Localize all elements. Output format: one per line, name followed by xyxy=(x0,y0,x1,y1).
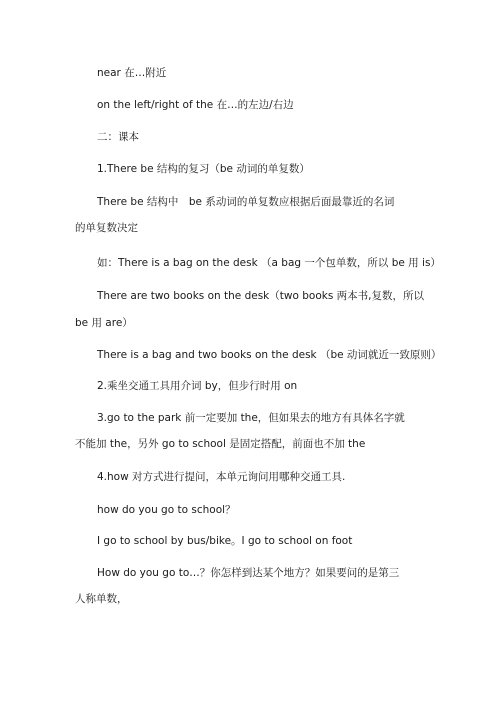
text-line-how-question: 4.how 对方式进行提问，本单元询问用哪种交通工具. xyxy=(97,471,346,483)
text-line-example-bag-and-books: There is a bag and two books on the desk （be 动词就近一致原则） xyxy=(97,349,442,361)
text-line-i-go-to-school: I go to school by bus/bike。I go to school on foot xyxy=(97,535,353,547)
text-line-there-be-rule-cont: 的单复数决定 xyxy=(75,222,138,234)
text-line-how-do-you-go-to: How do you go to…？你怎样到达某个地方？如果要问的是第三 xyxy=(97,567,400,579)
section-heading-textbook: 二：课本 xyxy=(97,131,139,143)
text-line-there-be-rule: There be 结构中 be 系动词的单复数应根据后面最靠近的名词 xyxy=(97,196,395,208)
text-line-by-transport: 2.乘坐交通工具用介词 by，但步行时用 on xyxy=(97,380,298,392)
text-line-go-to-the-park: 3.go to the park 前一定要加 the，但如果去的地方有具体名字就 xyxy=(97,412,405,424)
text-line-third-person: 人称单数， xyxy=(75,593,128,605)
text-line-go-to-the-park-cont: 不能加 the，另外 go to school 是固定搭配，前面也不加 the xyxy=(75,438,366,450)
text-line-how-do-you-go: how do you go to school？ xyxy=(97,504,236,516)
text-line-there-be-review: 1.There be 结构的复习（be 动词的单复数） xyxy=(97,163,310,175)
text-line-left-right: on the left/right of the 在…的左边/右边 xyxy=(97,99,294,111)
text-line-example-books-cont: be 用 are） xyxy=(75,317,133,329)
text-line-example-books: There are two books on the desk（two books 两本书,复数，所以 xyxy=(97,290,424,302)
text-line-example-bag: 如：There is a bag on the desk （a bag 一个包单数，所以 be 用 is） xyxy=(97,257,441,269)
text-line-near: near 在…附近 xyxy=(97,67,167,79)
